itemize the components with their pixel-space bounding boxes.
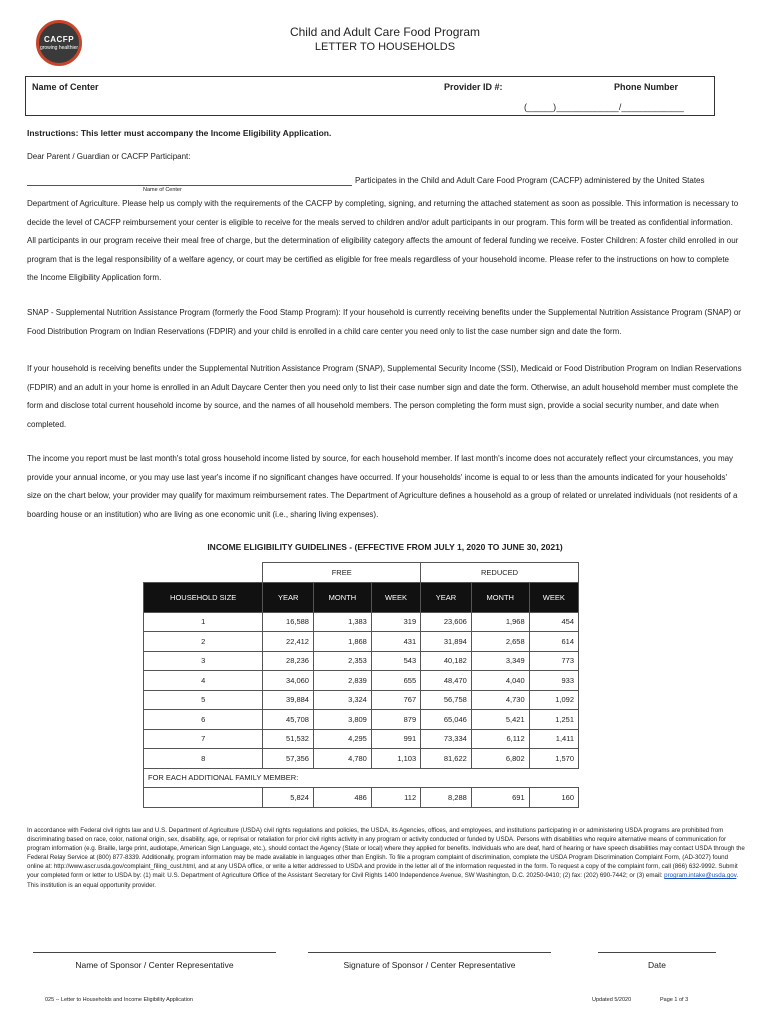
table-cell: 486: [313, 788, 371, 808]
additional-member-row: [144, 788, 579, 808]
table-cell: 160: [529, 788, 578, 808]
table-cell: 1,570: [529, 749, 578, 769]
table-cell: 23,606: [421, 612, 472, 632]
civil-rights-text: In accordance with Federal civil rights law and U.S. Department of Agriculture (USDA) civil rights regulations and policies, the USDA, its Agencies, offices, and employees, and institutions participating in or administering USDA programs are prohibited from discriminating based on race, color, national origin, sex, disability, age, or reprisal or retaliation for prior civil rights activity in any program or activity conducted or funded by USDA. Persons with disabilities who require alternative means of communication for program information (e.g. Braille, large print, audiotape, American Sign Language, etc.), should contact the Agency (State or local) where they applied for benefits. Individuals who are deaf, hard of hearing or have speech disabilities may contact USDA through the Federal Relay Service at (800) 877-8339. Additionally, program information may be made available in languages other than English. To file a program complaint of discrimination, complete the USDA Program Discrimination Complaint Form, (AD-3027) found online at: http://www.ascr.usda.gov/complaint_filing_cust.html, and at any USDA office, or write a letter addressed to USDA and provide in the letter all of the information requested in the form. To request a copy of the complaint form, call (866) 632-9992. Submit your completed form or letter to USDA by: (1) mail: U.S. Department of Agriculture Office of the Assistant Secretary for Civil Rights 1400 Independence Avenue, SW Washington, D.C. 20250-9410; (2) fax: (202) 690-7442; or (3) email:: [27, 827, 745, 880]
table-cell: 1,383: [313, 612, 371, 632]
table-cell: 3,324: [313, 690, 371, 710]
logo-tagline: growing healthier: [39, 45, 79, 51]
table-cell: 28,236: [263, 651, 314, 671]
signature-line: [308, 952, 551, 953]
additional-member-label-row: [144, 768, 579, 788]
table-cell: 40,182: [421, 651, 472, 671]
table-cell: 1,092: [529, 690, 578, 710]
column-header: YEAR: [421, 582, 472, 612]
table-cell: 933: [529, 671, 578, 691]
table-cell: 6: [144, 710, 263, 730]
table-cell: 5: [144, 690, 263, 710]
table-cell: 65,046: [421, 710, 472, 730]
center-name-blank: [27, 176, 352, 186]
name-of-center-label: Name of Center: [32, 82, 99, 92]
table-cell: 8: [144, 749, 263, 769]
phone-number-blank: (_____)____________/____________: [523, 102, 684, 112]
table-cell: 57,356: [263, 749, 314, 769]
table-cell: [144, 788, 263, 808]
income-guidelines-table: [143, 562, 579, 808]
table-body: [144, 612, 579, 768]
center-name-caption: Name of Center: [143, 187, 182, 193]
table-cell: 34,060: [263, 671, 314, 691]
table-cell: 614: [529, 632, 578, 652]
footer-form-id: 025 -- Letter to Households and Income Eligibility Application: [45, 997, 193, 1003]
table-cell: 5,824: [263, 788, 314, 808]
table-cell: 4,730: [471, 690, 529, 710]
table-cell: 7: [144, 729, 263, 749]
table-row: [144, 749, 579, 769]
table-cell: 4: [144, 671, 263, 691]
column-header: WEEK: [371, 582, 420, 612]
paragraph-snap: SNAP - Supplemental Nutrition Assistance Program (formerly the Food Stamp Program): If your household is currently receiving benefits under the Supplemental Nutrition Assistance Program (SNAP) or Food Distribution Program on Indian Reservations (FDPIR) and your child is enrolled in a child care center you need only to list the case number sign and date the form.: [27, 308, 741, 336]
paragraph-income: The income you report must be last month's total gross household income listed by source, for each household member. If last month's income does not accurately reflect your circumstances, you may provide your annual income, or you may use last year's income if no significant changes have occurred. If your households' income is equal to or less than the amounts indicated for your households' size on the chart below, your provider may qualify for maximum reimbursement rates. The Department of Agriculture defines a household as a group of related or unrelated individuals (not residents of a boarding house or an institution) who are living as one economic unit (i.e., sharing living expenses).: [27, 454, 738, 519]
table-cell: 4,295: [313, 729, 371, 749]
page-subtitle: LETTER TO HOUSEHOLDS: [314, 41, 456, 53]
column-header: MONTH: [471, 582, 529, 612]
table-row: [144, 671, 579, 691]
table-cell: 3: [144, 651, 263, 671]
table-row: [144, 632, 579, 652]
column-header: HOUSEHOLD SIZE: [144, 582, 263, 612]
table-cell: 543: [371, 651, 420, 671]
table-cell: 8,288: [421, 788, 472, 808]
table-cell: 691: [471, 788, 529, 808]
table-cell: 991: [371, 729, 420, 749]
civil-rights-closing: . This institution is an equal opportunity provider.: [27, 872, 739, 889]
instructions: Instructions: This letter must accompany the Income Eligibility Application.: [27, 128, 332, 138]
table-cell: 81,622: [421, 749, 472, 769]
table-cell: 2,839: [313, 671, 371, 691]
table-cell: 773: [529, 651, 578, 671]
table-cell: 6,112: [471, 729, 529, 749]
table-cell: 16,588: [263, 612, 314, 632]
table-cell: 48,470: [421, 671, 472, 691]
phone-number-label: Phone Number: [614, 82, 679, 92]
table-cell: 73,334: [421, 729, 472, 749]
guidelines-title: INCOME ELIGIBILITY GUIDELINES - (EFFECTIVE FROM JULY 1, 2020 TO JUNE 30, 2021): [207, 542, 563, 552]
table-cell: 454: [529, 612, 578, 632]
table-cell: 2: [144, 632, 263, 652]
logo-text: CACFP: [43, 35, 75, 44]
footer-updated: Updated 5/2020: [592, 997, 632, 1003]
table-cell: 431: [371, 632, 420, 652]
table-cell: 1,868: [313, 632, 371, 652]
date-line: [598, 952, 716, 953]
table-row: [144, 612, 579, 632]
center-info-box: [25, 76, 715, 116]
table-cell: 31,894: [421, 632, 472, 652]
table-cell: 112: [371, 788, 420, 808]
table-cell: 4,040: [471, 671, 529, 691]
footer-page-number: Page 1 of 3: [660, 997, 689, 1003]
signature-label: Signature of Sponsor / Center Representative: [343, 960, 516, 970]
table-cell: 1: [144, 612, 263, 632]
additional-member-label: FOR EACH ADDITIONAL FAMILY MEMBER:: [144, 768, 579, 788]
table-cell: 2,658: [471, 632, 529, 652]
paragraph-adult: If your household is receiving benefits under the Supplemental Nutrition Assistance Program (SNAP), Supplemental Security Income (SSI), Medicaid or Food Distribution Program on Indian Reservations (FDPIR) and an adult in your home is enrolled in an Adult Daycare Center then you need only to list their case number sign and date the form. Otherwise, an adult household member must complete the form and disclose total current household income by source, and the names of all household members. The person completing the form must sign, provide a social security number, and date when completed.: [27, 364, 742, 429]
table-cell: 2,353: [313, 651, 371, 671]
table-cell: 319: [371, 612, 420, 632]
column-header: MONTH: [313, 582, 371, 612]
free-header: FREE: [263, 563, 421, 583]
table-cell: 1,968: [471, 612, 529, 632]
blank-cell: [144, 563, 263, 583]
provider-id-label: Provider ID #:: [444, 82, 503, 92]
table-cell: 5,421: [471, 710, 529, 730]
table-row: [144, 690, 579, 710]
sponsor-name-line: [33, 952, 276, 953]
table-cell: 655: [371, 671, 420, 691]
table-cell: 1,103: [371, 749, 420, 769]
table-cell: 45,708: [263, 710, 314, 730]
table-cell: 3,809: [313, 710, 371, 730]
group-header-row: [144, 563, 579, 583]
table-cell: 56,758: [421, 690, 472, 710]
salutation: Dear Parent / Guardian or CACFP Participant:: [27, 152, 191, 161]
table-cell: 3,349: [471, 651, 529, 671]
date-label: Date: [648, 960, 666, 970]
paragraph-intro: Department of Agriculture. Please help us comply with the requirements of the CACFP by completing, signing, and returning the attached statement as soon as possible. This information is necessary to decide the level of CACFP reimbursement your center is eligible to receive for the meals served to children and/or adult participants in our program. This form will be treated as confidential information. All participants in our program receive their meal free of charge, but the determination of eligibility category affects the amount of federal funding we receive. Foster Children: A foster child enrolled in our program that is the legal responsibility of a welfare agency, or court may be certified as eligible for free meals regardless of your household income. Please refer to the instructions on how to complete the Income Eligibility Application form.: [27, 199, 739, 282]
table-cell: 1,411: [529, 729, 578, 749]
table-cell: 767: [371, 690, 420, 710]
table-cell: 39,884: [263, 690, 314, 710]
sponsor-name-label: Name of Sponsor / Center Representative: [75, 960, 234, 970]
page-title: Child and Adult Care Food Program: [289, 25, 481, 39]
reduced-header: REDUCED: [421, 563, 579, 583]
civil-rights-statement: [27, 826, 745, 890]
participates-text: Participates in the Child and Adult Care Food Program (CACFP) administered by the United States: [355, 176, 705, 185]
table-row: [144, 651, 579, 671]
usda-email-link[interactable]: program.intake@usda.gov: [664, 872, 737, 880]
column-header: WEEK: [529, 582, 578, 612]
table-cell: 4,780: [313, 749, 371, 769]
table-row: [144, 729, 579, 749]
table-cell: 1,251: [529, 710, 578, 730]
column-header: YEAR: [263, 582, 314, 612]
table-cell: 22,412: [263, 632, 314, 652]
table-row: [144, 710, 579, 730]
table-cell: 6,802: [471, 749, 529, 769]
table-cell: 879: [371, 710, 420, 730]
table-cell: 51,532: [263, 729, 314, 749]
column-header-row: [144, 582, 579, 612]
